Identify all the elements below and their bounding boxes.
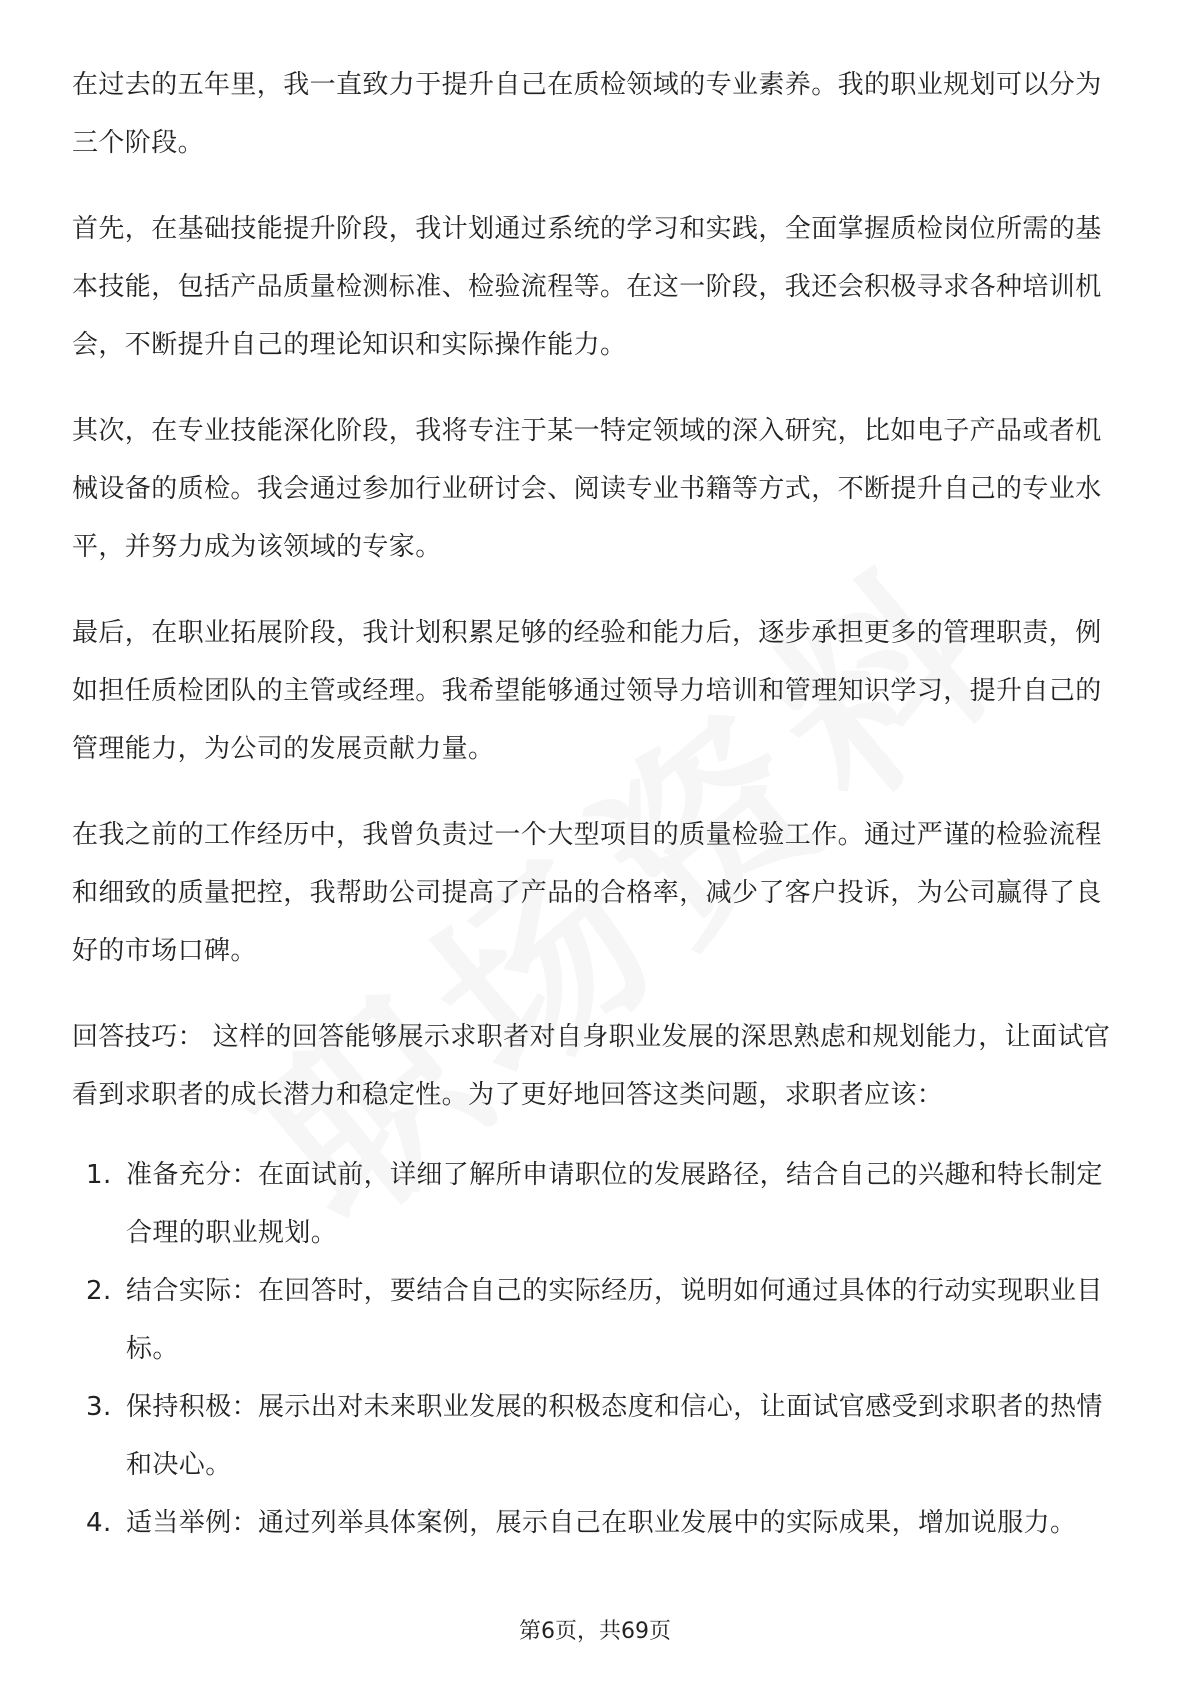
tips-list xyxy=(72,1146,1122,1552)
document-body xyxy=(72,56,1122,1552)
list-item-text: 保持积极：展示出对未来职业发展的积极态度和信心，让面试官感受到求职者的热情和决心。 xyxy=(126,1392,1103,1480)
list-item xyxy=(72,1494,1122,1552)
paragraph-experience: 在我之前的工作经历中，我曾负责过一个大型项目的质量检验工作。通过严谨的检验流程和细致的质量把控，我帮助公司提高了产品的合格率，减少了客户投诉，为公司赢得了良好的市场口碑。 xyxy=(72,820,1102,966)
list-item xyxy=(72,1262,1122,1378)
list-item-number: 3. xyxy=(86,1392,112,1422)
list-item-number: 1. xyxy=(86,1160,112,1190)
list-item-number: 2. xyxy=(86,1276,112,1306)
paragraph-tips-intro: 回答技巧： 这样的回答能够展示求职者对自身职业发展的深思熟虑和规划能力，让面试官看到求职者的成长潜力和稳定性。为了更好地回答这类问题，求职者应该： xyxy=(72,1022,1111,1110)
list-item-number: 4. xyxy=(86,1508,112,1538)
paragraph-stage-one: 首先，在基础技能提升阶段，我计划通过系统的学习和实践，全面掌握质检岗位所需的基本技能，包括产品质量检测标准、检验流程等。在这一阶段，我还会积极寻求各种培训机会，不断提升自己的理论知识和实际操作能力。 xyxy=(72,214,1102,360)
list-item-text: 准备充分：在面试前，详细了解所申请职位的发展路径，结合自己的兴趣和特长制定合理的职业规划。 xyxy=(126,1160,1103,1248)
list-item-text: 结合实际：在回答时，要结合自己的实际经历，说明如何通过具体的行动实现职业目标。 xyxy=(126,1276,1103,1364)
list-item xyxy=(72,1146,1122,1262)
paragraph-stage-three: 最后，在职业拓展阶段，我计划积累足够的经验和能力后，逐步承担更多的管理职责，例如担任质检团队的主管或经理。我希望能够通过领导力培训和管理知识学习，提升自己的管理能力，为公司的发展贡献力量。 xyxy=(72,618,1102,764)
paragraph-stage-two: 其次，在专业技能深化阶段，我将专注于某一特定领域的深入研究，比如电子产品或者机械设备的质检。我会通过参加行业研讨会、阅读专业书籍等方式，不断提升自己的专业水平，并努力成为该领域的专家。 xyxy=(72,416,1102,562)
paragraph-intro: 在过去的五年里，我一直致力于提升自己在质检领域的专业素养。我的职业规划可以分为三个阶段。 xyxy=(72,70,1102,158)
list-item-text: 适当举例：通过列举具体案例，展示自己在职业发展中的实际成果，增加说服力。 xyxy=(126,1508,1077,1538)
page-number-footer: 第6页，共69页 xyxy=(519,1619,671,1644)
list-item xyxy=(72,1378,1122,1494)
